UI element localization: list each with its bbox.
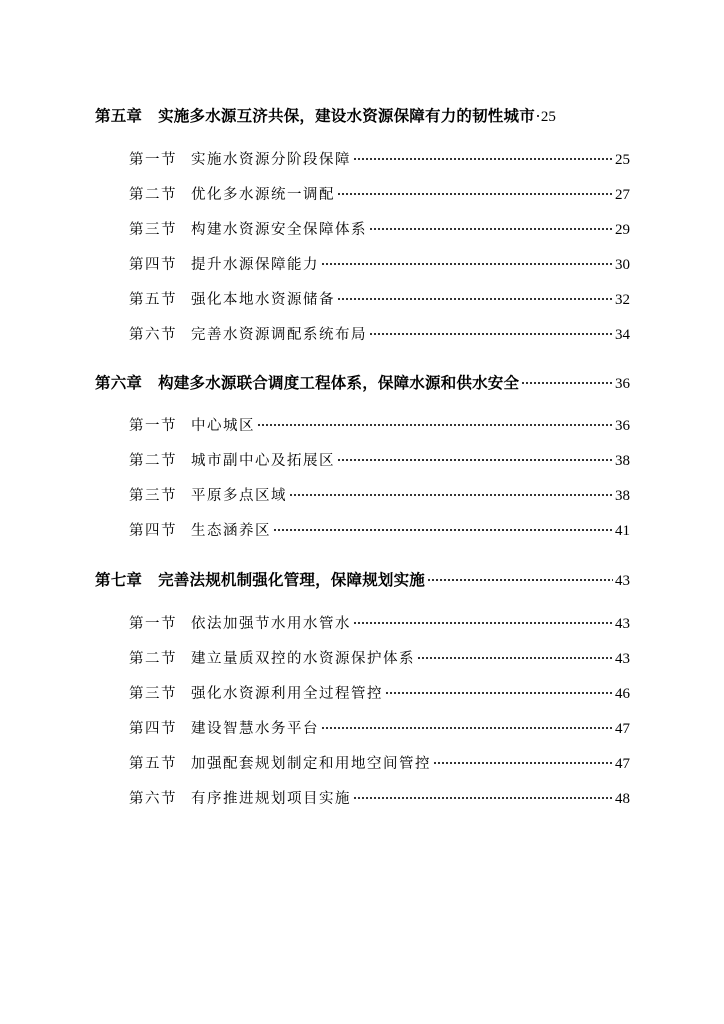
entry-page: 34: [615, 327, 630, 343]
entry-title: 完善水资源调配系统布局: [191, 327, 367, 343]
toc-section[interactable]: [95, 148, 630, 172]
entry-title: 强化本地水资源储备: [191, 292, 335, 308]
entry-label: 第三节: [129, 222, 177, 238]
dot-leader: [353, 621, 613, 625]
entry-title: 实施水资源分阶段保障: [191, 152, 351, 168]
entry-page: 41: [615, 523, 630, 539]
dot-leader: [289, 493, 613, 497]
toc-chapter-7[interactable]: [95, 568, 630, 592]
entry-label: 第一节: [129, 616, 177, 632]
entry-page: 25: [540, 109, 556, 125]
entry-title: 构建多水源联合调度工程体系，保障水源和供水安全: [158, 374, 520, 392]
toc-section[interactable]: [95, 183, 630, 207]
toc-section[interactable]: [95, 414, 630, 438]
entry-label: 第三节: [129, 686, 177, 702]
entry-title: 依法加强节水用水管水: [191, 616, 351, 632]
dot-leader: [433, 761, 613, 765]
entry-page: 43: [615, 573, 630, 589]
entry-label: 第六节: [129, 791, 177, 807]
dot-leader: [369, 227, 613, 231]
entry-label: 第四节: [129, 721, 177, 737]
toc-section[interactable]: [95, 682, 630, 706]
entry-page: 38: [615, 488, 630, 504]
entry-label: 第六节: [129, 327, 177, 343]
toc-section[interactable]: [95, 647, 630, 671]
entry-title: 生态涵养区: [191, 523, 271, 539]
toc-section[interactable]: [95, 323, 630, 347]
entry-label: 第一节: [129, 152, 177, 168]
entry-page: 25: [615, 152, 630, 168]
entry-label: 第二节: [129, 651, 177, 667]
dot-leader: [427, 578, 613, 582]
entry-title: 建立量质双控的水资源保护体系: [191, 651, 415, 667]
dot-leader: [521, 381, 613, 385]
entry-label: 第五章: [95, 107, 143, 125]
dot-leader: [337, 458, 613, 462]
entry-title: 加强配套规划制定和用地空间管控: [191, 756, 431, 772]
entry-title: 完善法规机制强化管理，保障规划实施: [158, 571, 426, 589]
entry-title: 强化水资源利用全过程管控: [191, 686, 383, 702]
entry-page: 46: [615, 686, 630, 702]
entry-page: 27: [615, 187, 630, 203]
entry-title: 城市副中心及拓展区: [191, 453, 335, 469]
entry-page: 30: [615, 257, 630, 273]
entry-label: 第二节: [129, 187, 177, 203]
entry-label: 第二节: [129, 453, 177, 469]
dot-leader: [337, 192, 613, 196]
entry-label: 第三节: [129, 488, 177, 504]
toc-chapter-6[interactable]: [95, 371, 630, 395]
entry-page: 43: [615, 616, 630, 632]
toc-section[interactable]: [95, 218, 630, 242]
dot-leader: [417, 656, 613, 660]
dot-leader: [273, 528, 613, 532]
dot-leader: [353, 157, 613, 161]
entry-title: 优化多水源统一调配: [191, 187, 335, 203]
entry-title: 实施多水源互济共保，建设水资源保障有力的韧性城市: [158, 107, 535, 125]
entry-page: 36: [615, 376, 630, 392]
dot-leader: [321, 262, 613, 266]
entry-label: 第五节: [129, 292, 177, 308]
entry-label: 第七章: [95, 571, 143, 589]
dot-leader: [337, 297, 613, 301]
toc-section[interactable]: [95, 752, 630, 776]
toc-chapter-5[interactable]: [95, 104, 630, 128]
entry-label: 第五节: [129, 756, 177, 772]
entry-page: 29: [615, 222, 630, 238]
entry-page: 38: [615, 453, 630, 469]
toc-section[interactable]: [95, 253, 630, 277]
toc-section[interactable]: [95, 288, 630, 312]
entry-label: 第四节: [129, 523, 177, 539]
toc-section[interactable]: [95, 787, 630, 811]
entry-page: 43: [615, 651, 630, 667]
entry-page: 36: [615, 418, 630, 434]
entry-title: 中心城区: [191, 418, 255, 434]
entry-page: 32: [615, 292, 630, 308]
toc-section[interactable]: [95, 519, 630, 543]
entry-label: 第六章: [95, 374, 143, 392]
dot-leader: [536, 114, 540, 118]
entry-page: 47: [615, 721, 630, 737]
toc-section[interactable]: [95, 449, 630, 473]
toc-section[interactable]: [95, 484, 630, 508]
entry-label: 第四节: [129, 257, 177, 273]
dot-leader: [385, 691, 613, 695]
entry-page: 48: [615, 791, 630, 807]
entry-title: 建设智慧水务平台: [191, 721, 319, 737]
dot-leader: [369, 332, 613, 336]
entry-label: 第一节: [129, 418, 177, 434]
dot-leader: [321, 726, 613, 730]
entry-title: 提升水源保障能力: [191, 257, 319, 273]
dot-leader: [353, 796, 613, 800]
entry-title: 构建水资源安全保障体系: [191, 222, 367, 238]
toc-section[interactable]: [95, 717, 630, 741]
toc-section[interactable]: [95, 612, 630, 636]
dot-leader: [257, 423, 613, 427]
entry-page: 47: [615, 756, 630, 772]
entry-title: 平原多点区域: [191, 488, 287, 504]
entry-title: 有序推进规划项目实施: [191, 791, 351, 807]
